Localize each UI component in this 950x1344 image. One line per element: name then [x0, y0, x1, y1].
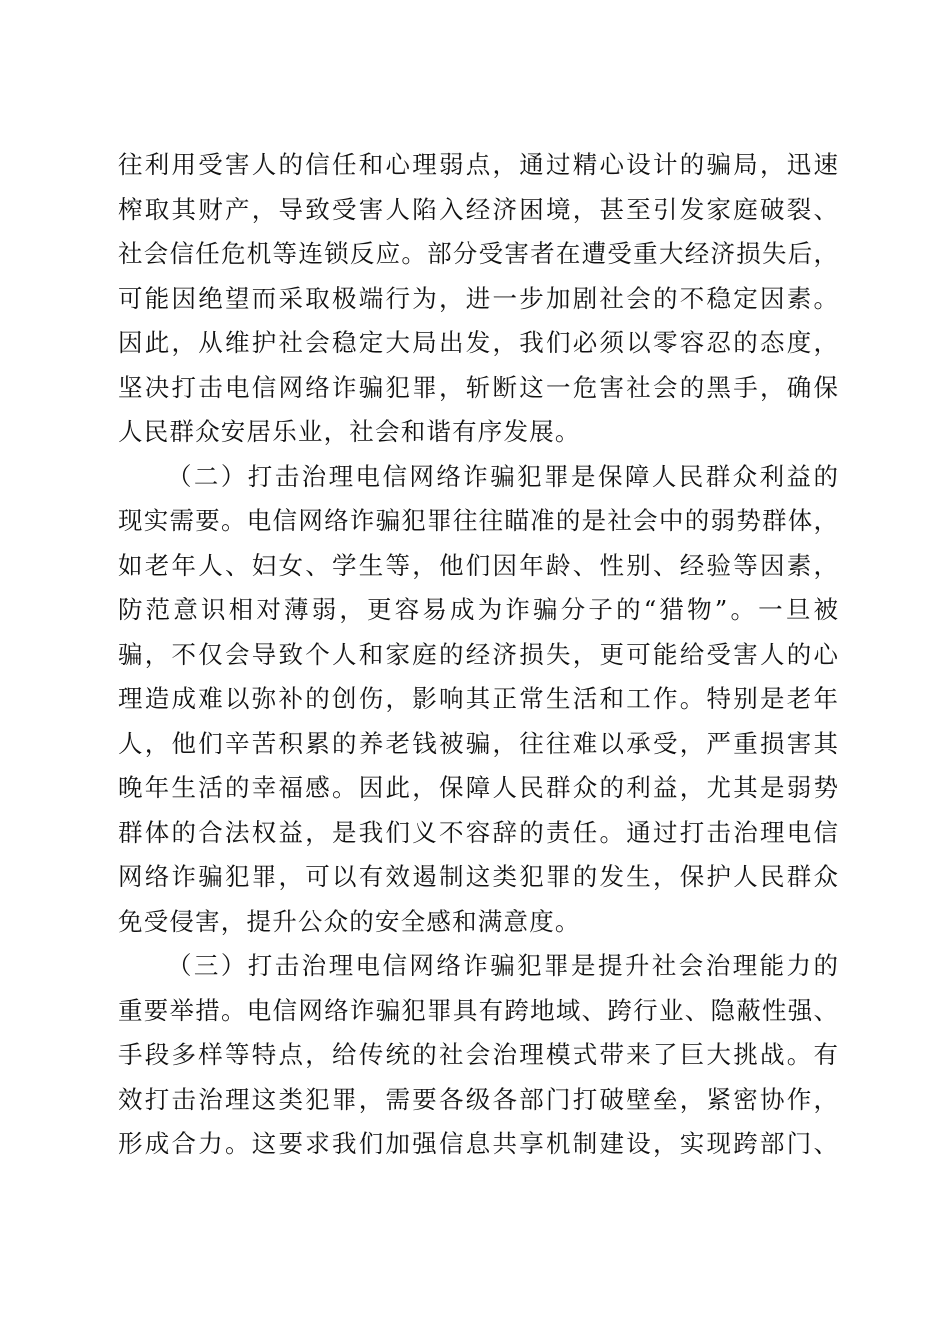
text-line: 效打击治理这类犯罪，需要各级各部门打破壁垒，紧密协作，	[118, 1084, 838, 1114]
text-line: 免受侵害，提升公众的安全感和满意度。	[118, 906, 581, 936]
text-line: 骗，不仅会导致个人和家庭的经济损失，更可能给受害人的心	[118, 639, 838, 669]
text-line: 手段多样等特点，给传统的社会治理模式带来了巨大挑战。有	[118, 1040, 838, 1069]
text-line: 如老年人、妇女、学生等，他们因年龄、性别、经验等因素，	[118, 550, 838, 580]
text-line: 榨取其财产，导致受害人陷入经济困境，甚至引发家庭破裂、	[118, 194, 838, 224]
text-line: 理造成难以弥补的创伤，影响其正常生活和工作。特别是老年	[118, 684, 838, 713]
text-line: 群体的合法权益，是我们义不容辞的责任。通过打击治理电信	[118, 817, 838, 847]
text-line: 因此，从维护社会稳定大局出发，我们必须以零容忍的态度，	[118, 328, 838, 357]
document-body	[118, 143, 838, 1167]
text-line: 社会信任危机等连锁反应。部分受害者在遭受重大经济损失后，	[118, 239, 838, 268]
text-line: 网络诈骗犯罪，可以有效遏制这类犯罪的发生，保护人民群众	[118, 862, 838, 891]
text-line: 可能因绝望而采取极端行为，进一步加剧社会的不稳定因素。	[118, 283, 838, 313]
section-heading-line: （三）打击治理电信网络诈骗犯罪是提升社会治理能力的	[167, 951, 838, 980]
text-line: 防范意识相对薄弱，更容易成为诈骗分子的“猎物”。一旦被	[118, 595, 838, 624]
text-line: 重要举措。电信网络诈骗犯罪具有跨地域、跨行业、隐蔽性强、	[118, 995, 838, 1025]
text-line: 人，他们辛苦积累的养老钱被骗，往往难以承受，严重损害其	[118, 728, 838, 758]
text-line: 晚年生活的幸福感。因此，保障人民群众的利益，尤其是弱势	[118, 773, 838, 802]
section-heading-line: （二）打击治理电信网络诈骗犯罪是保障人民群众利益的	[167, 461, 838, 491]
text-line: 形成合力。这要求我们加强信息共享机制建设，实现跨部门、	[118, 1129, 838, 1158]
text-line: 人民群众安居乐业，社会和谐有序发展。	[118, 417, 581, 446]
text-line: 往利用受害人的信任和心理弱点，通过精心设计的骗局，迅速	[118, 150, 838, 179]
text-line: 现实需要。电信网络诈骗犯罪往往瞄准的是社会中的弱势群体，	[118, 506, 838, 535]
text-line: 坚决打击电信网络诈骗犯罪，斩断这一危害社会的黑手，确保	[118, 372, 838, 402]
